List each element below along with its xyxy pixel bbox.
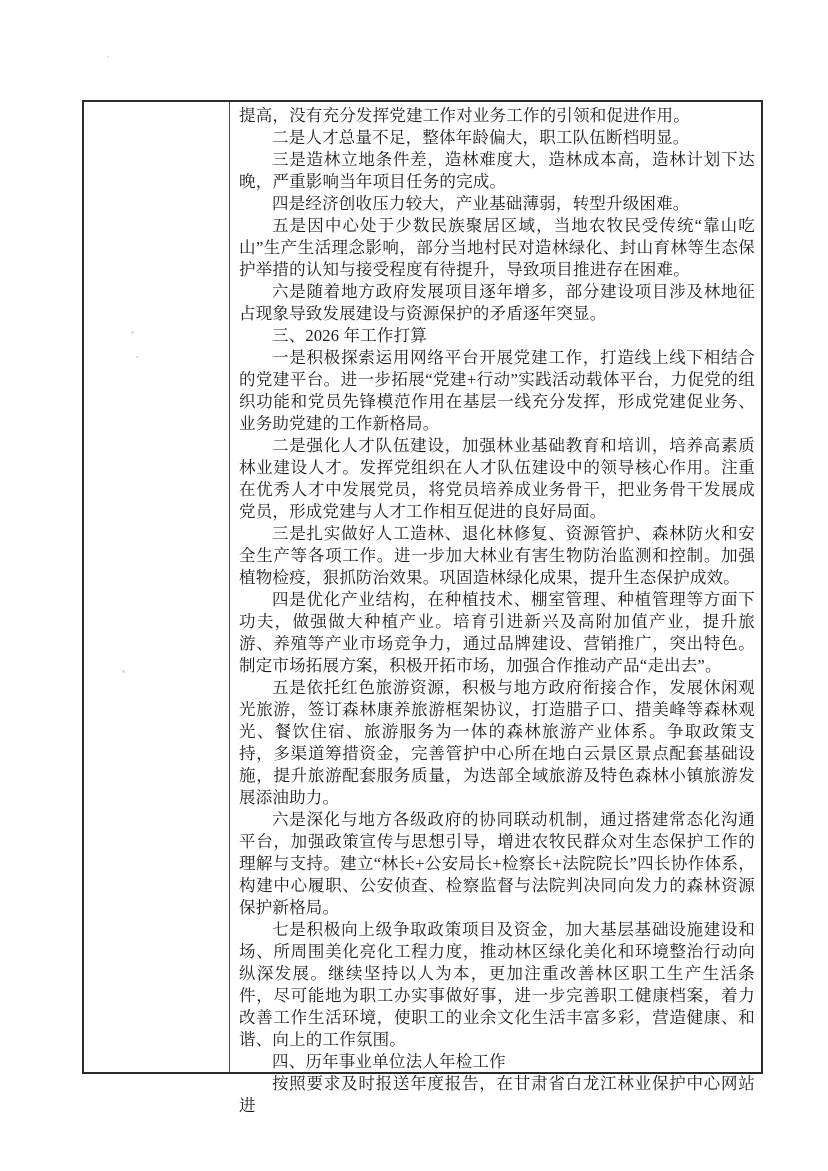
body-paragraph: 六是随着地方政府发展项目逐年增多，部分建设项目涉及林地征占现象导致发展建设与资源保护的矛盾逐年突显。 <box>239 282 755 323</box>
body-paragraph: 五是因中心处于少数民族聚居区域，当地农牧民受传统“靠山吃山”生产生活理念影响，部分当地村民对造林绿化、封山育林等生态保护举措的认知与接受程度有待提升，导致项目推进存在困难。 <box>239 216 755 279</box>
body-paragraph: 四是经济创收压力较大，产业基础薄弱，转型升级困难。 <box>272 194 690 213</box>
body-paragraph: 按照要求及时报送年度报告，在甘肃省白龙江林业保护中心网站进 <box>239 1074 755 1115</box>
body-paragraph: 三是扎实做好人工造林、退化林修复、资源管护、森林防火和安全生产等各项工作。进一步加大林业有害生物防治监测和控制。加强植物检疫，狠抓防治效果。巩固造林绿化成果，提升生态保护成效。 <box>239 524 755 587</box>
body-paragraph: 五是依托红色旅游资源，积极与地方政府衔接合作，发展休闲观光旅游，签订森林康养旅游框架协议，打造腊子口、措美峰等森林观光、餐饮住宿、旅游服务为一体的森林旅游产业体系。争取政策支持，多渠道筹措资金，完善管护中心所在地白云景区景点配套基础设施，提升旅游配套服务质量，为迭部全域旅游及特色森林小镇旅游发展添油助力。 <box>239 678 755 807</box>
body-paragraph: 二是强化人才队伍建设，加强林业基础教育和培训，培养高素质林业建设人才。发挥党组织在人才队伍建设中的领导核心作用。注重在优秀人才中发展党员，将党员培养成业务骨干，把业务骨干发展成党员，形成党建与人才工作相互促进的良好局面。 <box>239 436 755 521</box>
body-paragraph: 提高，没有充分发挥党建工作对业务工作的引领和促进作用。 <box>239 106 690 125</box>
table-label-cell-empty <box>84 102 230 1072</box>
scan-speck <box>131 331 134 334</box>
section-heading: 四、历年事业单位法人年检工作 <box>272 1052 506 1071</box>
body-paragraph: 二是人才总量不足，整体年龄偏大，职工队伍断档明显。 <box>272 128 690 147</box>
scan-speck <box>107 56 109 58</box>
body-paragraph: 三是造林立地条件差，造林难度大，造林成本高，造林计划下达晚，严重影响当年项目任务的完成。 <box>239 150 755 191</box>
scan-speck <box>122 670 125 673</box>
scan-speck <box>136 356 139 358</box>
section-heading: 三、2026 年工作打算 <box>272 326 428 345</box>
body-paragraph: 四是优化产业结构，在种植技术、棚室管理、种植管理等方面下功夫，做强做大种植产业。培育引进新兴及高附加值产业，提升旅游、养殖等产业市场竞争力，通过品牌建设、营销推广，突出特色。制定市场拓展方案，积极开拓市场，加强合作推动产品“走出去”。 <box>239 590 755 675</box>
body-paragraph: 六是深化与地方各级政府的协同联动机制，通过搭建常态化沟通平台，加强政策宣传与思想引导，增进农牧民群众对生态保护工作的理解与支持。建立“林长+公安局长+检察长+法院院长”四长协作体系，构建中心履职、公安侦查、检察监督与法院判决同向发力的森林资源保护新格局。 <box>239 810 755 917</box>
report-text-cell <box>230 102 761 1115</box>
body-paragraph: 一是积极探索运用网络平台开展党建工作，打造线上线下相结合的党建平台。进一步拓展“党建+行动”实践活动载体平台，力促党的组织功能和党员先锋模范作用在基层一线充分发挥，形成党建促业务、业务助党建的工作新格局。 <box>239 348 755 433</box>
body-paragraph: 七是积极向上级争取政策项目及资金，加大基层基础设施建设和场、所周围美化亮化工程力度，推动林区绿化美化和环境整治行动向纵深发展。继续坚持以人为本，更加注重改善林区职工生产生活条件，尽可能地为职工办实事做好事，进一步完善职工健康档案，着力改善工作生活环境，使职工的业余文化生活丰富多彩，营造健康、和谐、向上的工作氛围。 <box>239 920 755 1049</box>
report-table <box>82 100 763 1115</box>
